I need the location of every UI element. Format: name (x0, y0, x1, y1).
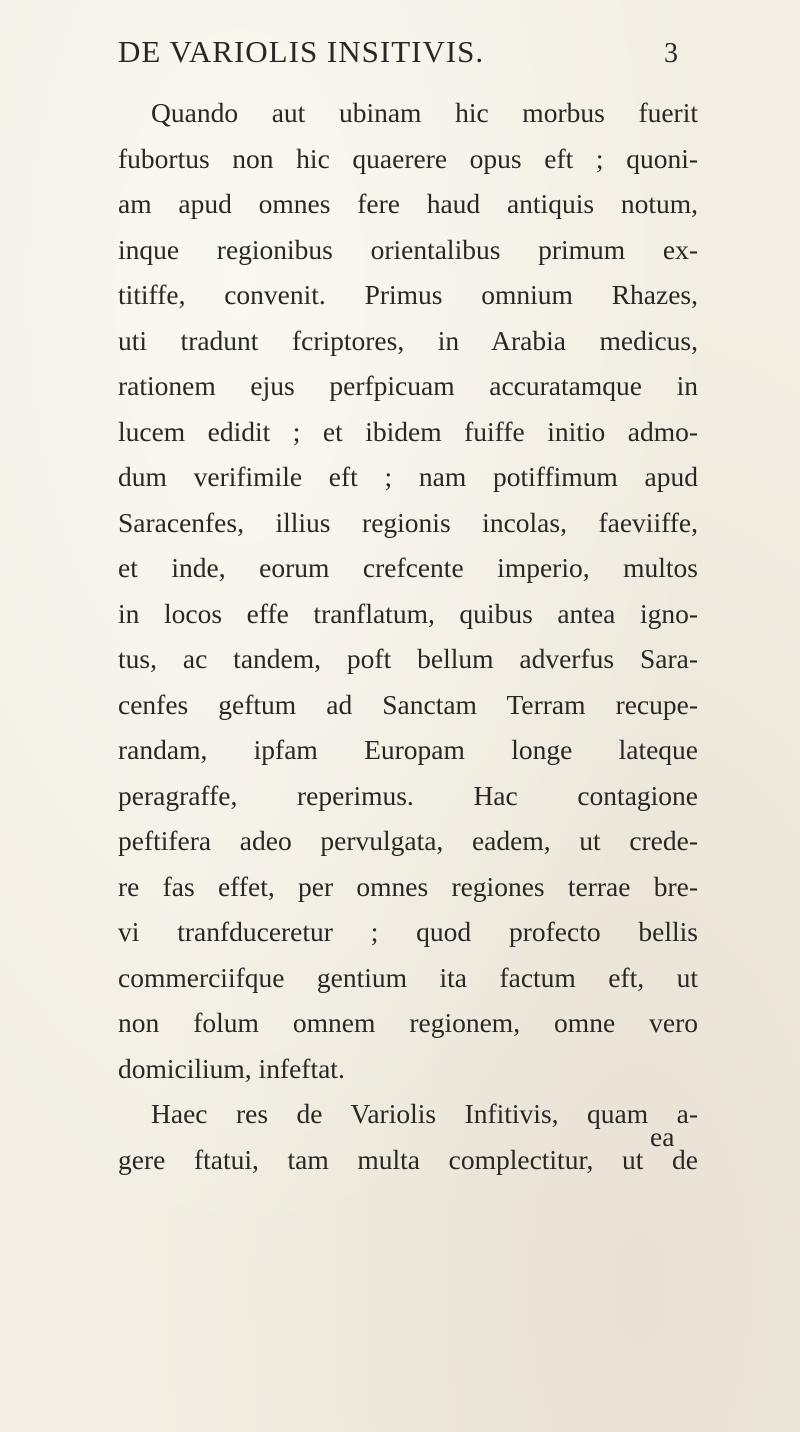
page-number: 3 (664, 38, 678, 69)
text-line: commerciifque gentium ita factum eft, ut (118, 961, 698, 993)
text-line: domicilium, infeftat. (118, 1052, 345, 1084)
text-line: titiffe, convenit. Primus omnium Rhazes, (118, 279, 698, 310)
text-line: et inde, eorum crefcente imperio, multos (118, 552, 698, 583)
text-line: lucem edidit ; et ibidem fuiffe initio admo- (118, 415, 698, 447)
text-line: tus, ac tandem, poft bellum adverfus Sara- (118, 643, 698, 674)
text-line: cenfes geftum ad Sanctam Terram recupe- (118, 688, 698, 720)
text-line: gere ftatui, tam multa complectitur, ut de (118, 1143, 698, 1175)
body-text (118, 90, 698, 1182)
text-line: Saracenfes, illius regionis incolas, faeviiffe, (118, 506, 698, 538)
text-line: in locos effe tranflatum, quibus antea igno- (118, 597, 698, 629)
text-line: inque regionibus orientalibus primum ex- (118, 233, 698, 265)
text-line: Haec res de Variolis Infitivis, quam a- (151, 1098, 698, 1129)
text-line: uti tradunt fcriptores, in Arabia medicus, (118, 324, 698, 356)
running-head: DE VARIOLIS INSITIVIS. (118, 34, 485, 69)
text-line: non folum omnem regionem, omne vero (118, 1007, 698, 1038)
text-line: Quando aut ubinam hic morbus fuerit (151, 97, 698, 128)
text-line: randam, ipfam Europam longe lateque (118, 734, 698, 765)
text-line: peftifera adeo pervulgata, eadem, ut crede- (118, 825, 698, 856)
text-line: re fas effet, per omnes regiones terrae bre- (118, 870, 698, 902)
text-line: rationem ejus perfpicuam accuratamque in (118, 370, 698, 401)
text-line: fubortus non hic quaerere opus eft ; quoni- (118, 142, 698, 174)
text-line: dum verifimile eft ; nam potiffimum apud (118, 461, 698, 492)
text-line: vi tranfduceretur ; quod profecto bellis (118, 916, 698, 947)
text-line: peragraffe, reperimus. Hac contagione (118, 779, 698, 811)
text-line: am apud omnes fere haud antiquis notum, (118, 188, 698, 219)
catchword: ea (650, 1121, 675, 1152)
page-header (118, 34, 678, 82)
